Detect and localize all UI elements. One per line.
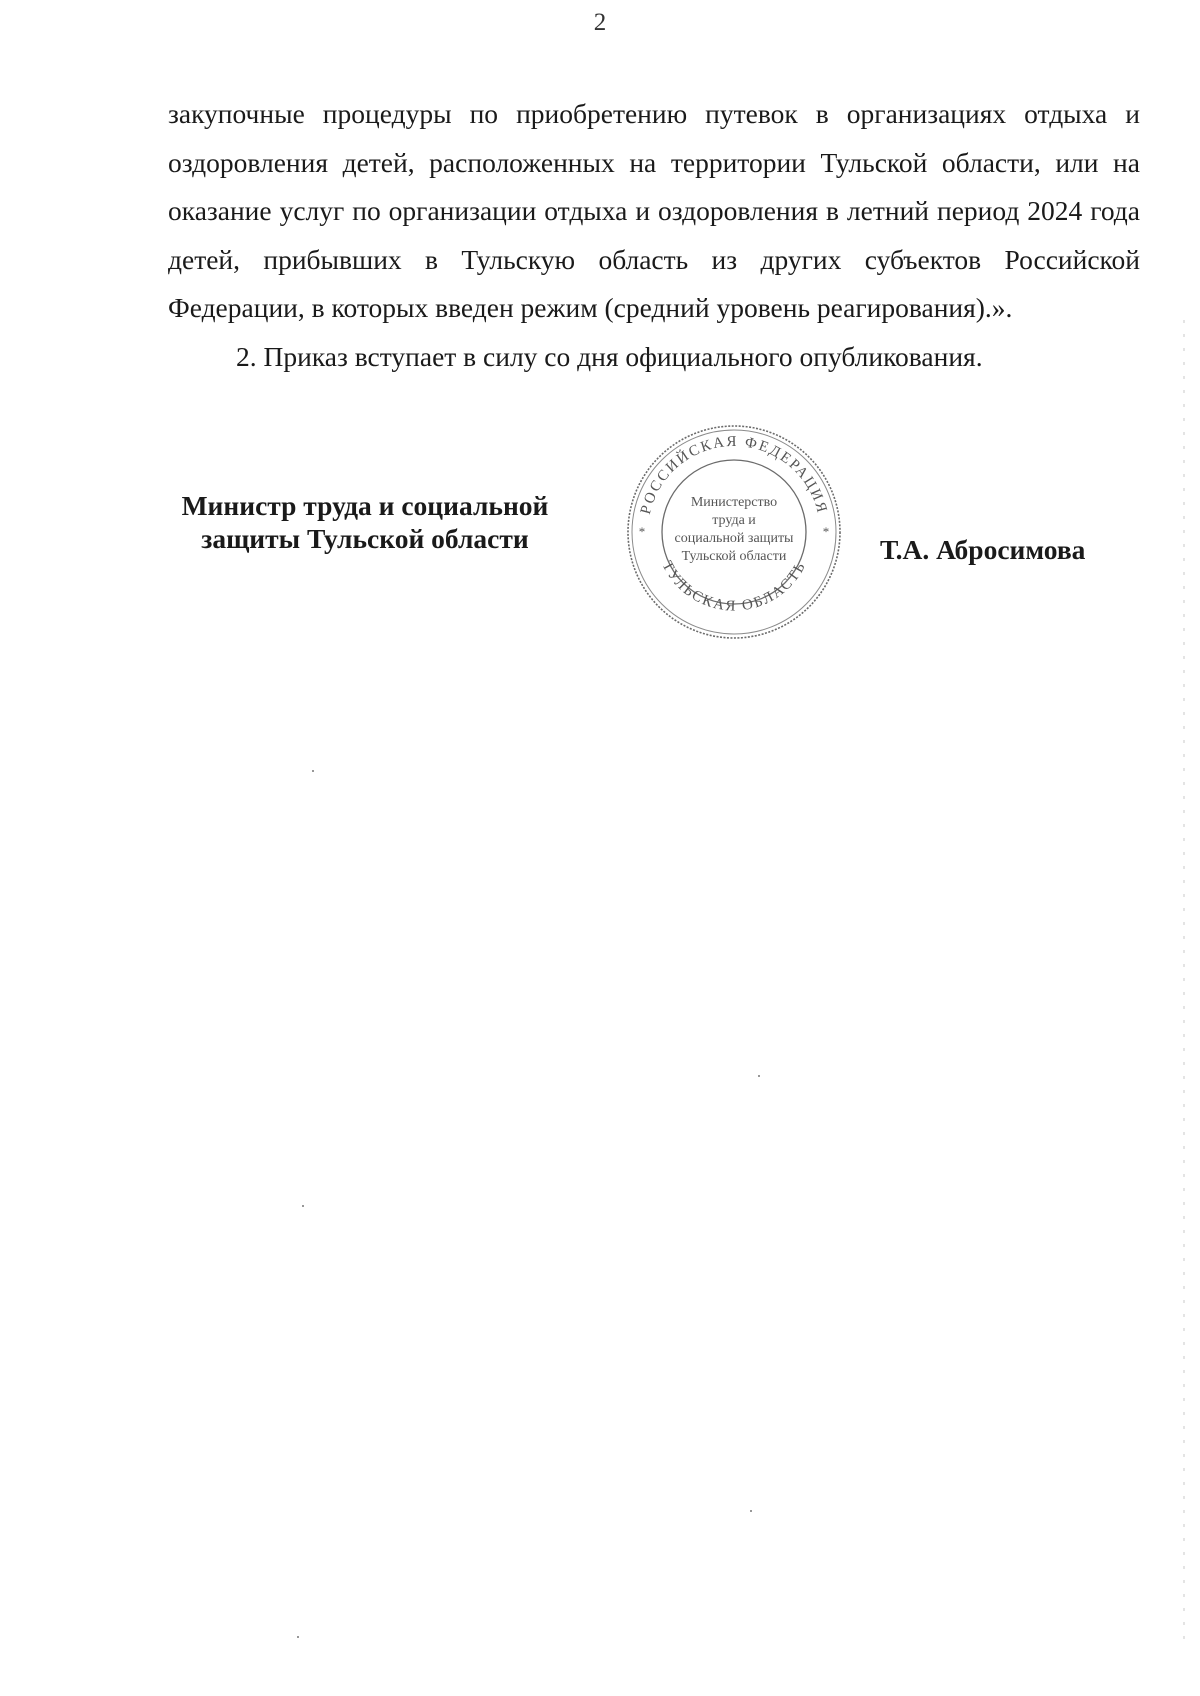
- seal-outer-top-text: РОССИЙСКАЯ ФЕДЕРАЦИЯ: [637, 433, 831, 517]
- seal-inner-line: Министерство: [690, 495, 778, 510]
- body-paragraph: закупочные процедуры по приобретению путевок в организациях отдыха и оздоровления детей, расположенных на территории Тульской области, или на оказание услуг по организации отдыха и оздоровления в летний период 2024 года детей, прибывших в Тульскую область из других субъектов Российской Федерации, в которых введен режим (средний уровень реагирования).».: [168, 98, 1140, 323]
- seal-inner-line: Тульской области: [681, 549, 787, 564]
- scan-speck: [758, 1075, 760, 1077]
- scan-speck: [302, 1205, 304, 1207]
- official-seal: [622, 420, 846, 644]
- seal-outer-bottom-text: ТУЛЬСКАЯ ОБЛАСТЬ: [658, 558, 810, 615]
- seal-star-left: *: [638, 524, 646, 539]
- seal-inner-line: социальной защиты: [674, 531, 794, 546]
- scan-speck: [750, 1510, 752, 1512]
- svg-text:ТУЛЬСКАЯ ОБЛАСТЬ: [658, 559, 809, 615]
- body-paragraph: 2. Приказ вступает в силу со дня официального опубликования.: [236, 340, 983, 372]
- document-body: [168, 90, 1140, 381]
- scan-speck: [312, 770, 314, 772]
- page-number: 2: [593, 9, 607, 36]
- scan-edge-artifact: [1183, 320, 1185, 1640]
- seal-star-right: *: [822, 524, 830, 539]
- signatory-position-line: защиты Тульской области: [201, 523, 529, 554]
- signatory-name: Т.А. Абросимова: [880, 534, 1086, 565]
- signatory-position: [150, 489, 580, 555]
- signatory-position-line: Министр труда и социальной: [181, 490, 549, 521]
- scan-speck: [297, 1636, 299, 1638]
- seal-inner-line: труда и: [712, 513, 756, 528]
